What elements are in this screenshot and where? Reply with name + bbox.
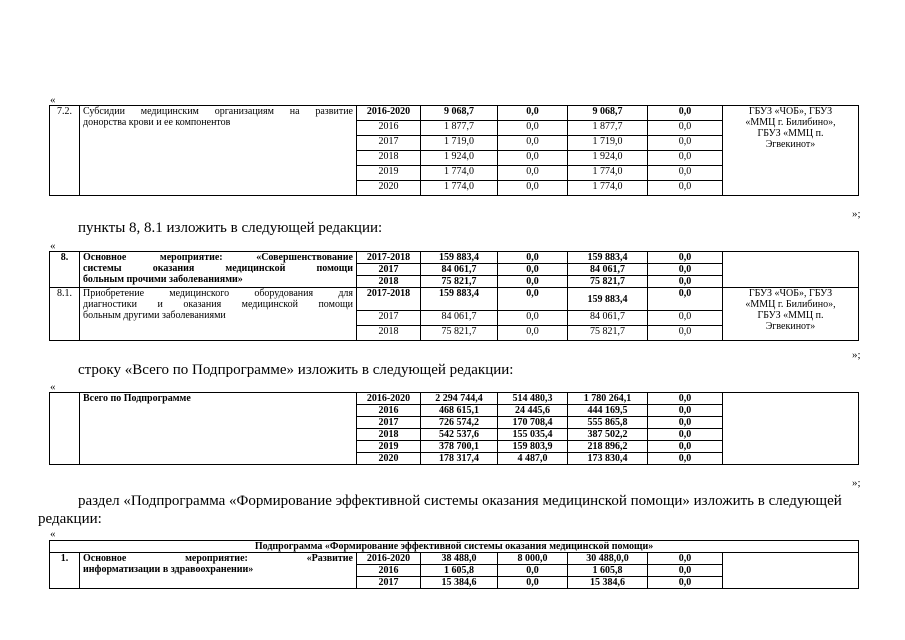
regional-cell: 75 821,7 (568, 326, 648, 341)
total-cell: 468 615,1 (421, 405, 498, 417)
regional-cell: 1 774,0 (568, 166, 648, 181)
event-name-line: больным другими заболеваниями (83, 310, 226, 321)
year-cell: 2017 (357, 311, 421, 326)
executor (723, 106, 859, 196)
year-cell: 2018 (357, 151, 421, 166)
total-cell: 159 883,4 (421, 288, 498, 311)
paragraph-section-line-2: редакции: (38, 511, 102, 527)
total-cell: 9 068,7 (421, 106, 498, 121)
federal-cell: 0,0 (498, 136, 568, 151)
year-cell: 2016-2020 (357, 106, 421, 121)
regional-cell: 75 821,7 (568, 276, 648, 288)
event-name (80, 288, 357, 341)
federal-cell: 514 480,3 (498, 393, 568, 405)
event-name (80, 252, 357, 288)
federal-cell: 0,0 (498, 577, 568, 589)
executor-line: Эгвекинот» (765, 139, 816, 150)
total-name: Всего по Подпрограмме (80, 393, 357, 465)
paragraph-items-8: пункты 8, 8.1 изложить в следующей редакции: (78, 220, 383, 236)
event-name-line: Субсидии медицинским организациям на развитие (83, 106, 353, 117)
event-name-line: донорства крови и ее компонентов (83, 117, 231, 128)
table-row (50, 252, 859, 264)
year-cell: 2019 (357, 441, 421, 453)
federal-cell: 0,0 (498, 166, 568, 181)
executor (723, 288, 859, 341)
quote-close-1: »; (852, 208, 861, 220)
table-subprogram-total (49, 392, 859, 465)
year-cell: 2016 (357, 405, 421, 417)
total-cell: 178 317,4 (421, 453, 498, 465)
federal-cell: 0,0 (498, 252, 568, 264)
executor-empty (723, 393, 859, 465)
quote-open-3: « (50, 381, 56, 393)
total-cell: 726 574,2 (421, 417, 498, 429)
other-cell: 0,0 (648, 417, 723, 429)
event-name (80, 553, 357, 589)
table-row (50, 288, 859, 311)
quote-open-4: « (50, 528, 56, 540)
federal-cell: 0,0 (498, 311, 568, 326)
other-cell: 0,0 (648, 106, 723, 121)
total-cell: 84 061,7 (421, 264, 498, 276)
regional-cell: 1 924,0 (568, 151, 648, 166)
table-row (50, 541, 859, 553)
total-cell: 1 605,8 (421, 565, 498, 577)
regional-cell: 1 605,8 (568, 565, 648, 577)
federal-cell: 159 803,9 (498, 441, 568, 453)
total-cell: 75 821,7 (421, 326, 498, 341)
year-cell: 2016 (357, 121, 421, 136)
subprogram-header: Подпрограмма «Формирование эффективной системы оказания медицинской помощи» (50, 541, 859, 553)
regional-cell: 1 774,0 (568, 181, 648, 196)
other-cell: 0,0 (648, 166, 723, 181)
quote-close-3: »; (852, 477, 861, 489)
total-cell: 542 537,6 (421, 429, 498, 441)
total-cell: 2 294 744,4 (421, 393, 498, 405)
other-cell: 0,0 (648, 405, 723, 417)
year-cell: 2020 (357, 181, 421, 196)
executor-empty (723, 553, 859, 589)
total-cell: 1 877,7 (421, 121, 498, 136)
row-number: 7.2. (50, 106, 80, 196)
other-cell: 0,0 (648, 453, 723, 465)
row-number: 8. (50, 252, 80, 288)
year-cell: 2016-2020 (357, 393, 421, 405)
table-subprogram-section (49, 540, 859, 589)
paragraph-section-line-1: раздел «Подпрограмма «Формирование эффективной системы оказания медицинской помощи» изложить в следующей (78, 493, 842, 509)
total-cell: 378 700,1 (421, 441, 498, 453)
row-number: 1. (50, 553, 80, 589)
year-cell: 2018 (357, 276, 421, 288)
other-cell: 0,0 (648, 393, 723, 405)
regional-cell: 173 830,4 (568, 453, 648, 465)
other-cell: 0,0 (648, 326, 723, 341)
total-cell: 1 924,0 (421, 151, 498, 166)
total-cell: 1 774,0 (421, 166, 498, 181)
year-cell: 2017 (357, 264, 421, 276)
federal-cell: 0,0 (498, 565, 568, 577)
regional-cell: 159 883,4 (568, 288, 648, 311)
table-item-7-2 (49, 105, 859, 196)
federal-cell: 0,0 (498, 151, 568, 166)
regional-cell: 84 061,7 (568, 264, 648, 276)
executor-empty (723, 252, 859, 288)
year-cell: 2020 (357, 453, 421, 465)
federal-cell: 155 035,4 (498, 429, 568, 441)
year-cell: 2017 (357, 417, 421, 429)
year-cell: 2016 (357, 565, 421, 577)
total-cell: 1 774,0 (421, 181, 498, 196)
federal-cell: 0,0 (498, 288, 568, 311)
total-cell: 38 488,0 (421, 553, 498, 565)
federal-cell: 4 487,0 (498, 453, 568, 465)
other-cell: 0,0 (648, 441, 723, 453)
executor-line: ГБУЗ «ЧОБ», ГБУЗ (748, 288, 833, 299)
other-cell: 0,0 (648, 565, 723, 577)
regional-cell: 84 061,7 (568, 311, 648, 326)
quote-close-2: »; (852, 349, 861, 361)
total-cell: 1 719,0 (421, 136, 498, 151)
table-items-8 (49, 251, 859, 341)
total-cell: 84 061,7 (421, 311, 498, 326)
regional-cell: 1 877,7 (568, 121, 648, 136)
other-cell: 0,0 (648, 288, 723, 311)
other-cell: 0,0 (648, 151, 723, 166)
regional-cell: 1 780 264,1 (568, 393, 648, 405)
event-name-line: диагностики и оказания медицинской помощи (83, 299, 353, 310)
total-cell: 75 821,7 (421, 276, 498, 288)
federal-cell: 0,0 (498, 121, 568, 136)
event-name-line: Приобретение медицинского оборудования для (83, 288, 353, 299)
paragraph-total-row: строку «Всего по Подпрограмме» изложить в следующей редакции: (78, 362, 514, 378)
event-name (80, 106, 357, 196)
executor-line: «ММЦ г. Билибино», (745, 117, 836, 128)
federal-cell: 0,0 (498, 326, 568, 341)
federal-cell: 8 000,0 (498, 553, 568, 565)
table-row (50, 393, 859, 405)
year-cell: 2017 (357, 577, 421, 589)
other-cell: 0,0 (648, 252, 723, 264)
executor-line: «ММЦ г. Билибино», (745, 299, 836, 310)
event-name-line: системы оказания медицинской помощи (83, 263, 353, 274)
regional-cell: 444 169,5 (568, 405, 648, 417)
other-cell: 0,0 (648, 181, 723, 196)
regional-cell: 159 883,4 (568, 252, 648, 264)
event-name-line: Основное мероприятие: «Развитие (83, 553, 353, 564)
regional-cell: 15 384,6 (568, 577, 648, 589)
year-cell: 2018 (357, 429, 421, 441)
table-row (50, 553, 859, 565)
year-cell: 2017-2018 (357, 252, 421, 264)
quote-open-1: « (50, 94, 56, 106)
other-cell: 0,0 (648, 577, 723, 589)
regional-cell: 1 719,0 (568, 136, 648, 151)
year-cell: 2017-2018 (357, 288, 421, 311)
year-cell: 2018 (357, 326, 421, 341)
executor-line: ГБУЗ «ММЦ п. (757, 128, 824, 139)
other-cell: 0,0 (648, 276, 723, 288)
total-cell: 15 384,6 (421, 577, 498, 589)
event-name-line: больным прочими заболеваниями» (83, 274, 243, 285)
table-row (50, 106, 859, 121)
other-cell: 0,0 (648, 311, 723, 326)
year-cell: 2016-2020 (357, 553, 421, 565)
other-cell: 0,0 (648, 264, 723, 276)
regional-cell: 30 488,0,0 (568, 553, 648, 565)
year-cell: 2019 (357, 166, 421, 181)
quote-open-2: « (50, 240, 56, 252)
federal-cell: 0,0 (498, 276, 568, 288)
federal-cell: 24 445,6 (498, 405, 568, 417)
federal-cell: 0,0 (498, 106, 568, 121)
total-cell: 159 883,4 (421, 252, 498, 264)
regional-cell: 218 896,2 (568, 441, 648, 453)
other-cell: 0,0 (648, 429, 723, 441)
year-cell: 2017 (357, 136, 421, 151)
federal-cell: 0,0 (498, 264, 568, 276)
executor-line: Эгвекинот» (765, 321, 816, 332)
federal-cell: 0,0 (498, 181, 568, 196)
executor-line: ГБУЗ «ЧОБ», ГБУЗ (748, 106, 833, 117)
event-name-line: Основное мероприятие: «Совершенствование (83, 252, 353, 263)
other-cell: 0,0 (648, 121, 723, 136)
other-cell: 0,0 (648, 136, 723, 151)
regional-cell: 555 865,8 (568, 417, 648, 429)
event-name-line: информатизации в здравоохранении» (83, 564, 254, 575)
row-number-empty (50, 393, 80, 465)
federal-cell: 170 708,4 (498, 417, 568, 429)
regional-cell: 387 502,2 (568, 429, 648, 441)
executor-line: ГБУЗ «ММЦ п. (757, 310, 824, 321)
regional-cell: 9 068,7 (568, 106, 648, 121)
row-number: 8.1. (50, 288, 80, 341)
other-cell: 0,0 (648, 553, 723, 565)
